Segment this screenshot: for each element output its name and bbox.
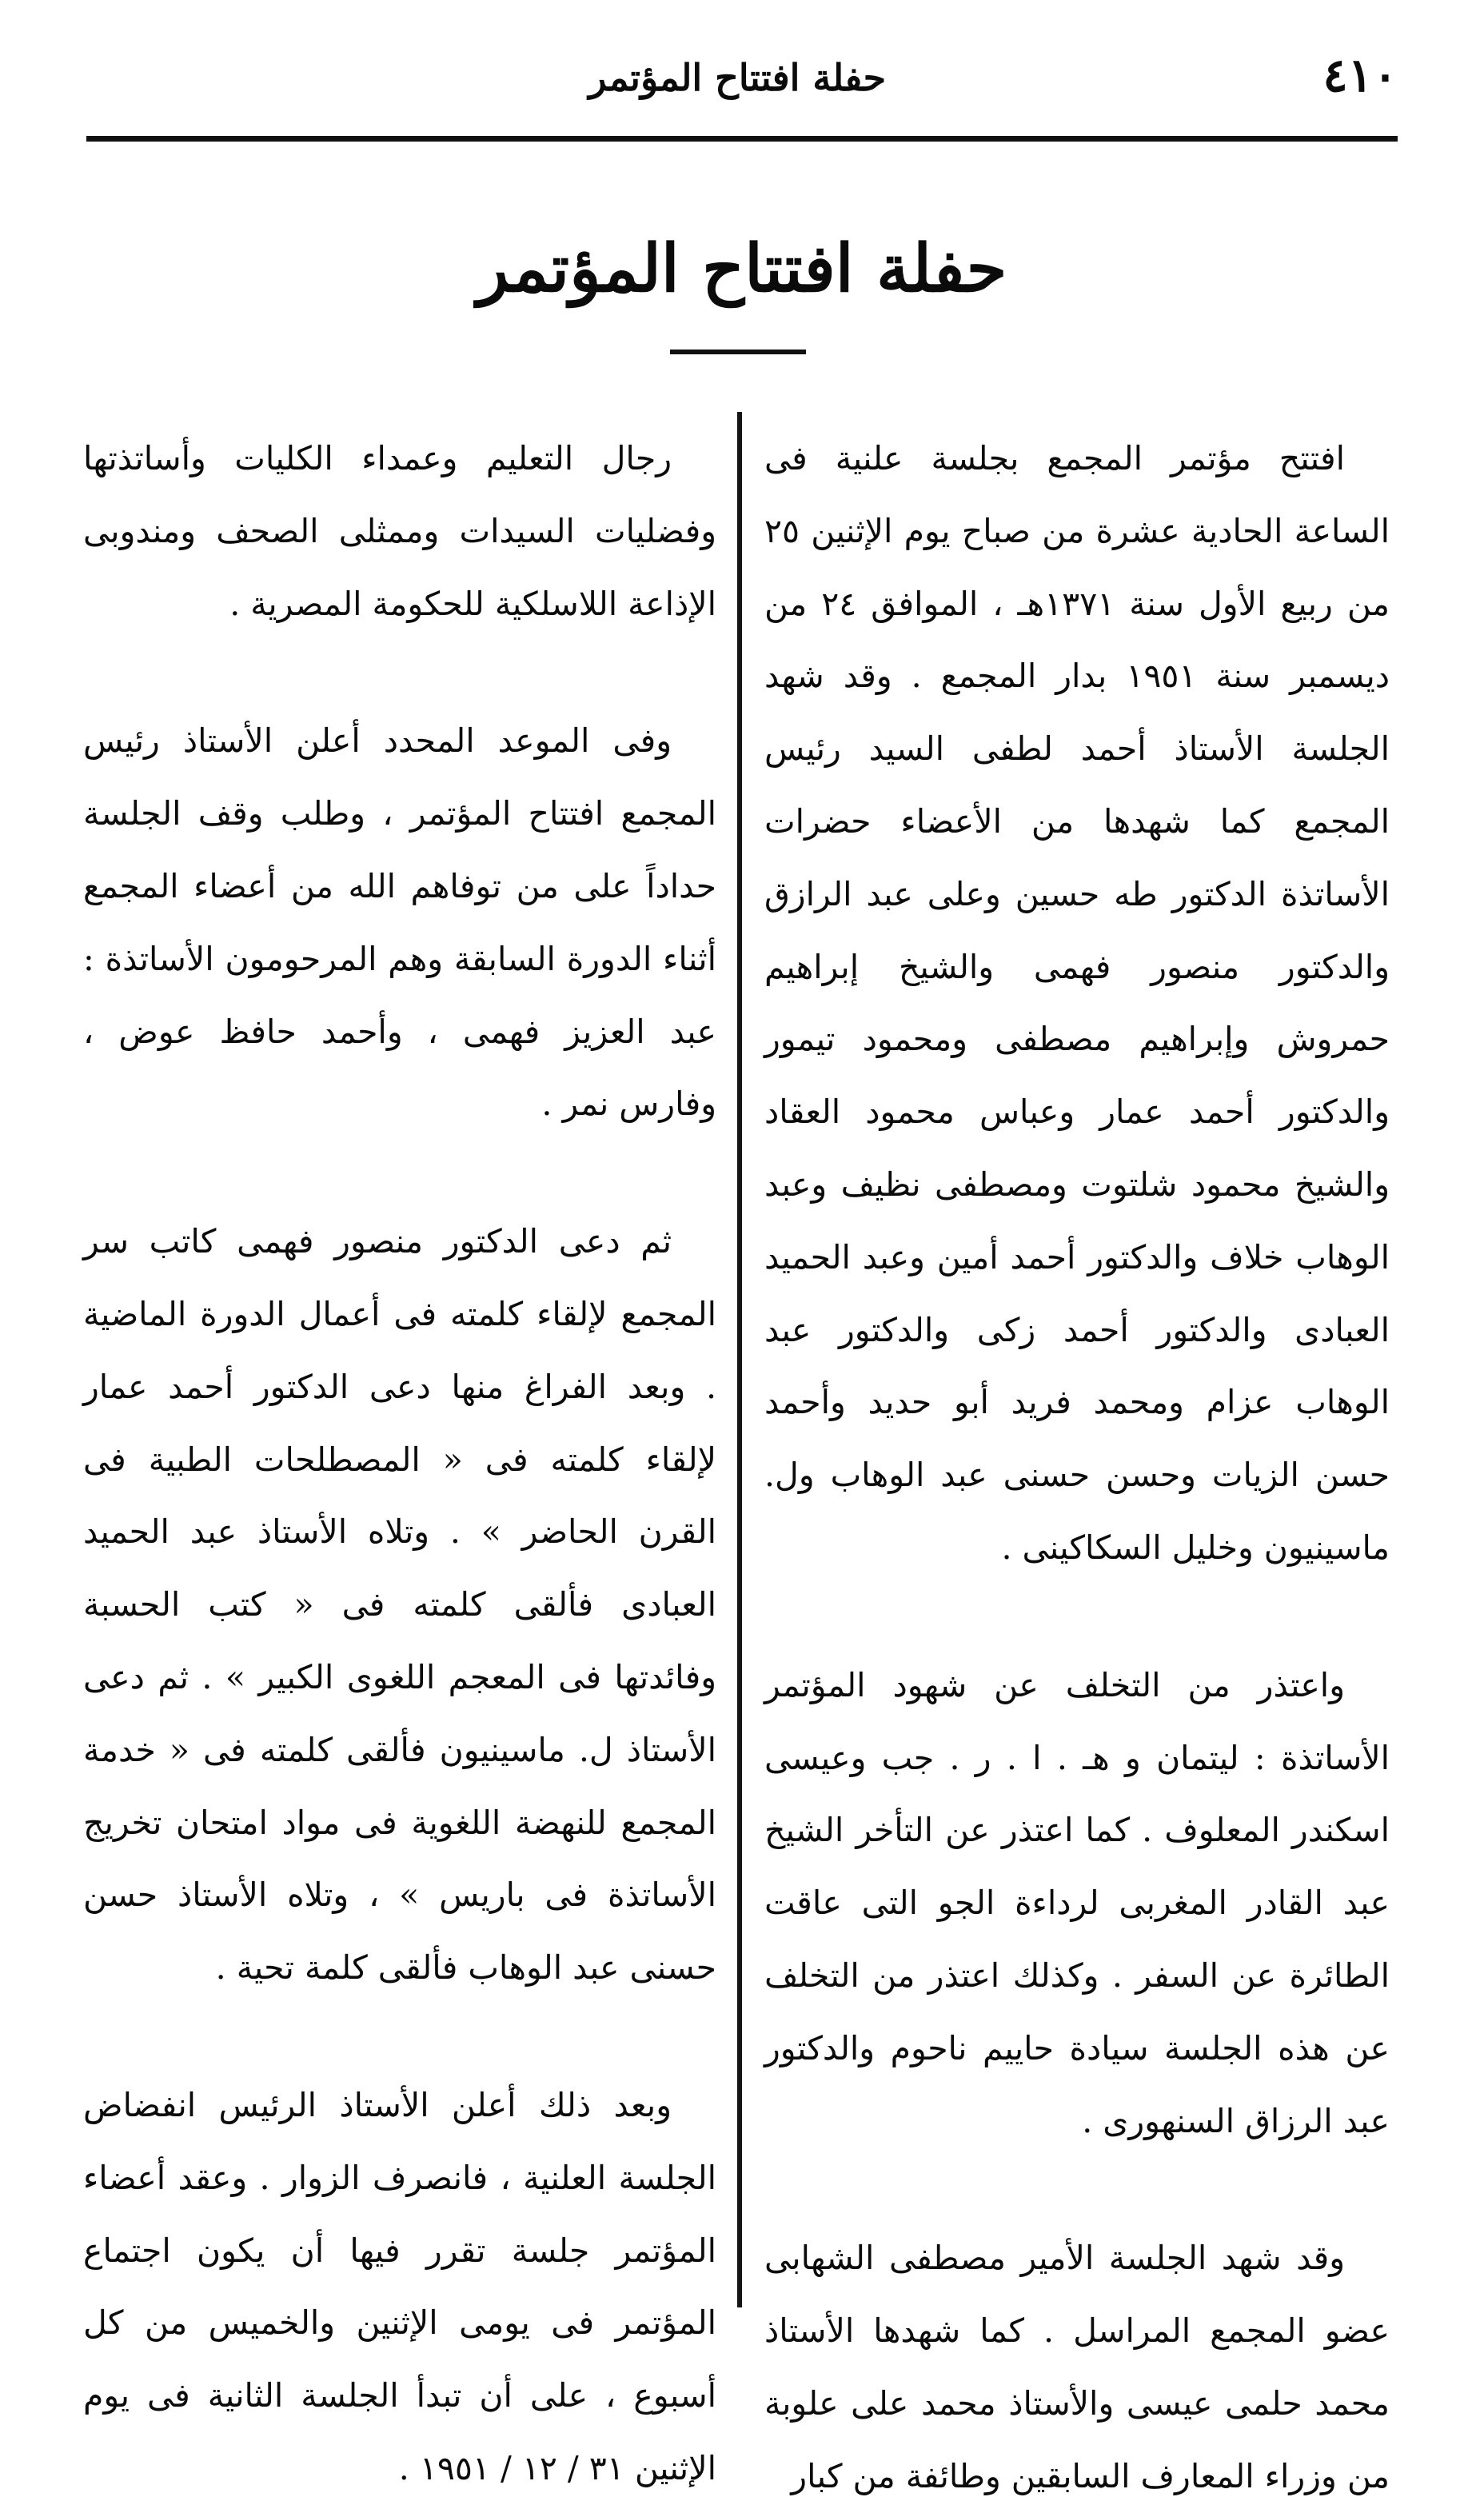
header-rule (86, 136, 1398, 142)
page-header (86, 42, 1398, 122)
paragraph: رجال التعليم وعمداء الكليات وأساتذتها وفضليات السيدات وممثلى الصحف ومندوبى الإذاعة اللاسلكية للحكومة المصرية . (83, 439, 716, 623)
left-column (83, 422, 716, 2505)
paragraph: وقد شهد الجلسة الأمير مصطفى الشهابى عضو المجمع المراسل . كما شهدها الأستاذ محمد حلمى عيسى والأستاذ محمد على علوبة من وزراء المعارف السابقين وطائفة من كبار (764, 2239, 1390, 2495)
running-title: حفلة افتتاح المؤتمر (588, 56, 886, 99)
paragraph: وبعد ذلك أعلن الأستاذ الرئيس انفضاض الجلسة العلنية ، فانصرف الزوار . وعقد أعضاء المؤتمر جلسة تقرر فيها أن يكون اجتماع المؤتمر فى يومى الإثنين والخميس من كل أسبوع ، على أن تبدأ الجلسة الثانية فى يوم الإثنين ٣١ / ١٢ / ١٩٥١ . (83, 2085, 716, 2487)
paragraph: افتتح مؤتمر المجمع بجلسة علنية فى الساعة الحادية عشرة من صباح يوم الإثنين ٢٥ من ربيع الأول سنة ١٣٧١هـ ، الموافق ٢٤ من ديسمبر سنة ١٩٥١ بدار المجمع . وقد شهد الجلسة الأستاذ أحمد لطفى السيد رئيس المجمع كما شهدها من الأعضاء حضرات الأساتذة الدكتور طه حسين وعلى عبد الرازق والدكتور منصور فهمى والشيخ إبراهيم حمروش وإبراهيم مصطفى ومحمود تيمور والدكتور أحمد عمار وعباس محمود العقاد والشيخ محمود شلتوت ومصطفى نظيف وعبد الوهاب خلاف والدكتور أحمد أمين وعبد الحميد العبادى والدكتور أحمد زكى والدكتور عبد الوهاب عزام ومحمد فريد أبو حديد وأحمد حسن الزيات وحسن حسنى عبد الوهاب ول. ماسينيون وخليل السكاكينى . (764, 439, 1390, 1567)
paragraph: وفى الموعد المحدد أعلن الأستاذ رئيس المجمع افتتاح المؤتمر ، وطلب وقف الجلسة حداداً على من توفاهم الله من أعضاء المجمع أثناء الدورة السابقة وهم المرحومون الأساتذة : عبد العزيز فهمى ، وأحمد حافظ عوض ، وفارس نمر . (83, 721, 716, 1124)
paragraph: ثم دعى الدكتور منصور فهمى كاتب سر المجمع لإلقاء كلمته فى أعمال الدورة الماضية . وبعد الفراغ منها دعى الدكتور أحمد عمار لإلقاء كلمته فى « المصطلحات الطبية فى القرن الحاضر » . وتلاه الأستاذ عبد الحميد العبادى فألقى كلمته فى « كتب الحسبة وفائدتها فى المعجم اللغوى الكبير » . ثم دعى الأستاذ ل. ماسينيون فألقى كلمته فى « خدمة المجمع للنهضة اللغوية فى مواد امتحان تخريج الأساتذة فى باريس » ، وتلاه الأستاذ حسن حسنى عبد الوهاب فألقى كلمة تحية . (83, 1222, 716, 1988)
page-number: ٤١٠ (1322, 48, 1398, 102)
title-rule (670, 350, 806, 354)
column-divider (737, 412, 742, 2307)
right-column (764, 422, 1390, 2513)
paragraph: واعتذر من التخلف عن شهود المؤتمر الأساتذة : ليتمان و هـ . ا . ر . جب وعيسى اسكندر المعلوف . كما اعتذر عن التأخر الشيخ عبد القادر المغربى لرداءة الجو التى عاقت الطائرة عن السفر . وكذلك اعتذر من التخلف عن هذه الجلسة سيادة حاييم ناحوم والدكتور عبد الرزاق السنهورى . (764, 1665, 1390, 2140)
article-title: حفلة افتتاح المؤتمر (477, 230, 1007, 307)
